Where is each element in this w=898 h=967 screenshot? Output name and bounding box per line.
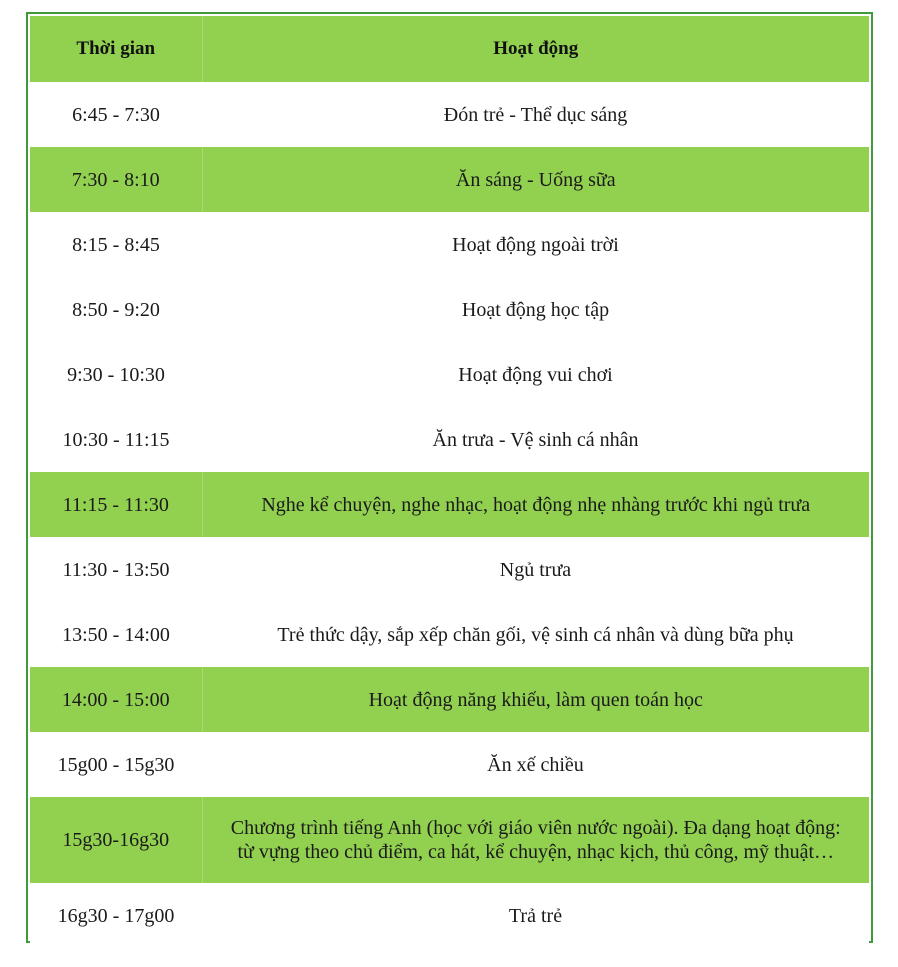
time-cell: 7:30 - 8:10 (30, 147, 202, 212)
time-cell: 13:50 - 14:00 (62, 623, 170, 646)
table-row (30, 602, 869, 667)
activity-cell: Đón trẻ - Thể dục sáng (443, 103, 628, 126)
table-row (30, 472, 869, 537)
daily-schedule-table (30, 16, 869, 948)
time-cell: 8:50 - 9:20 (72, 298, 160, 321)
schedule-frame (26, 12, 873, 943)
activity-column-header: Hoạt động (493, 38, 579, 59)
table-row (30, 667, 869, 732)
time-cell: 11:15 - 11:30 (30, 472, 202, 537)
activity-cell: Ăn trưa - Vệ sinh cá nhân (432, 428, 639, 451)
time-cell: 10:30 - 11:15 (62, 428, 170, 451)
table-row (30, 537, 869, 602)
time-column-header: Thời gian (30, 16, 202, 82)
activity-cell: Hoạt động ngoài trời (452, 233, 619, 256)
time-cell: 6:45 - 7:30 (72, 103, 160, 126)
time-cell: 11:30 - 13:50 (62, 558, 170, 581)
activity-cell: Nghe kể chuyện, nghe nhạc, hoạt động nhẹ nhàng trước khi ngủ trưa (261, 493, 811, 516)
activity-cell: Hoạt động vui chơi (458, 363, 613, 386)
activity-cell: Hoạt động học tập (461, 298, 610, 321)
time-cell: 16g30 - 17g00 (57, 904, 175, 927)
table-header-row (30, 16, 869, 82)
activity-cell: Hoạt động năng khiếu, làm quen toán học (368, 688, 703, 711)
activity-cell: Trả trẻ (508, 904, 563, 927)
time-cell: 8:15 - 8:45 (72, 233, 160, 256)
table-row (30, 342, 869, 407)
table-row (30, 883, 869, 948)
table-row (30, 82, 869, 147)
table-row (30, 407, 869, 472)
activity-cell: Chương trình tiếng Anh (học với giáo viên nước ngoài). Đa dạng hoạt động: từ vựng theo chủ điểm, ca hát, kể chuyện, nhạc kịch, thủ công, mỹ thuật… (230, 817, 841, 863)
table-row (30, 277, 869, 342)
table-row (30, 212, 869, 277)
activity-cell: Ăn sáng - Uống sữa (455, 168, 616, 191)
table-row (30, 797, 869, 883)
time-cell: 9:30 - 10:30 (67, 363, 165, 386)
time-cell: 14:00 - 15:00 (30, 667, 202, 732)
activity-cell: Ngủ trưa (499, 558, 572, 581)
activity-cell: Trẻ thức dậy, sắp xếp chăn gối, vệ sinh cá nhân và dùng bữa phụ (277, 623, 794, 646)
time-cell: 15g30-16g30 (30, 797, 202, 883)
activity-cell: Ăn xế chiều (487, 753, 584, 776)
time-cell: 15g00 - 15g30 (57, 753, 175, 776)
table-row (30, 147, 869, 212)
table-row (30, 732, 869, 797)
